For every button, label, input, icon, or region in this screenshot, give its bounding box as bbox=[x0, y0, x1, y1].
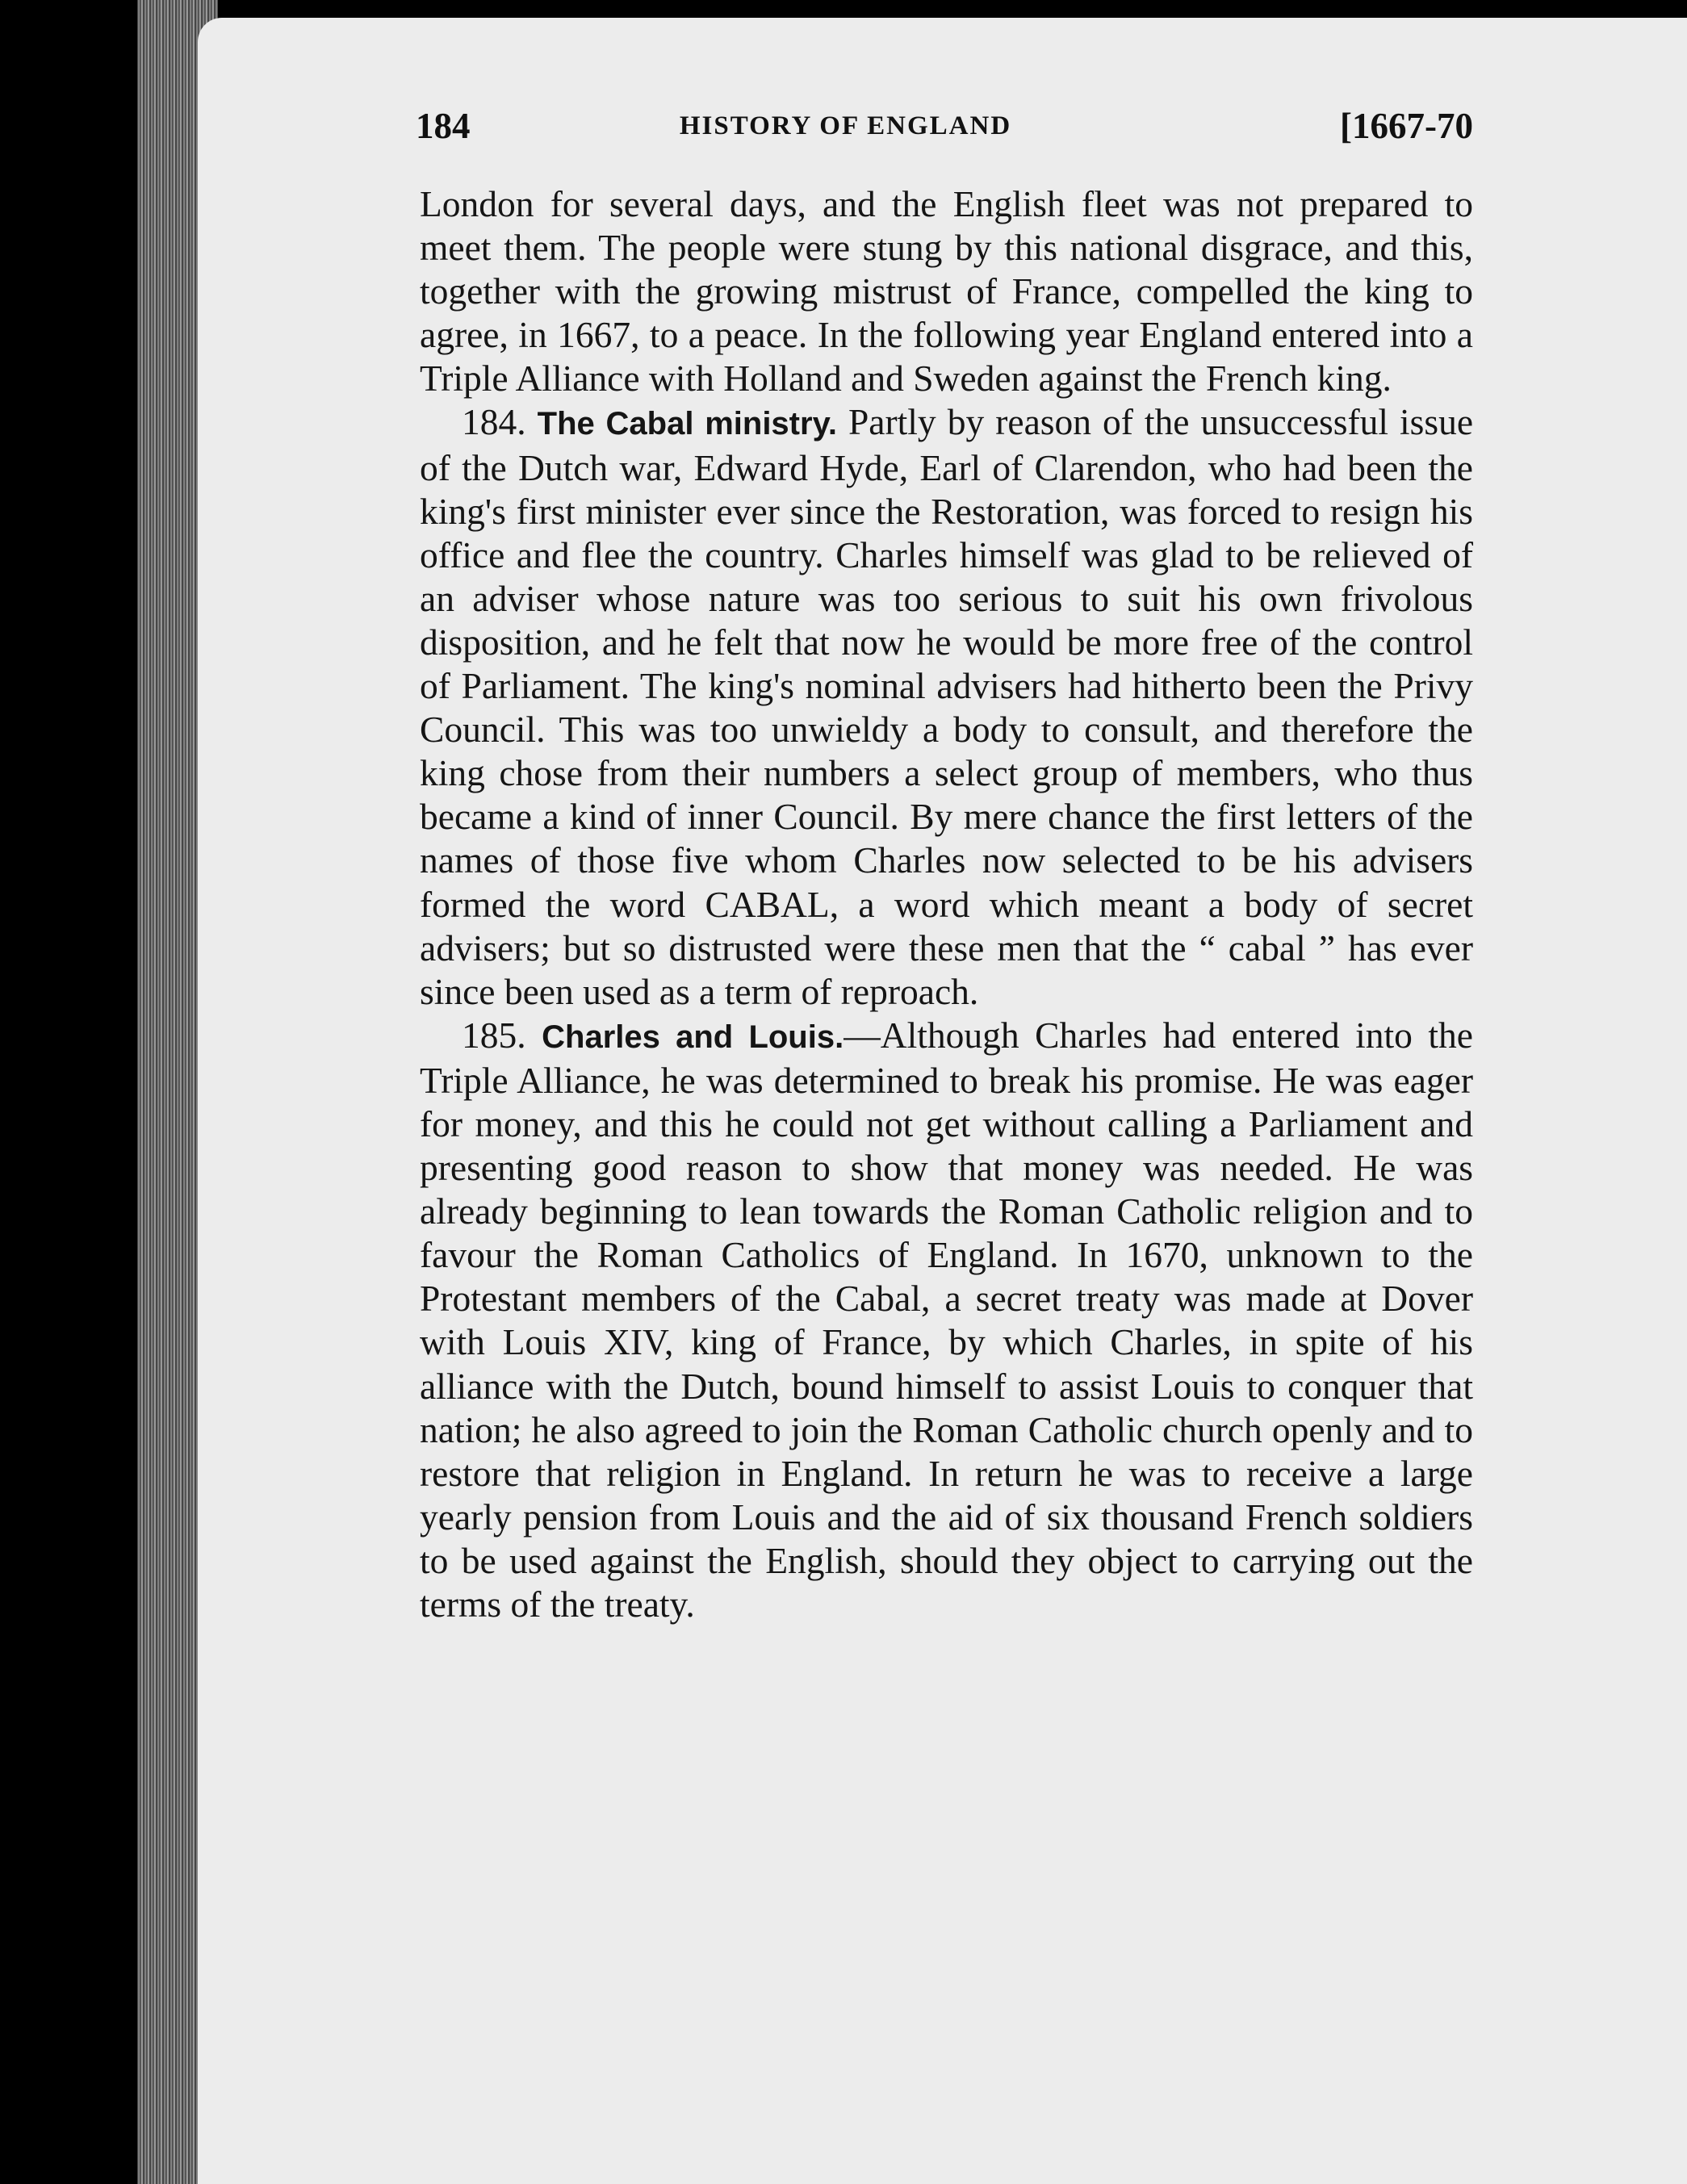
section-title: The Cabal ministry. bbox=[537, 406, 837, 442]
running-title: HISTORY OF ENGLAND bbox=[679, 111, 1012, 140]
section-184 bbox=[420, 400, 1473, 1013]
section-number: 184. bbox=[462, 401, 526, 443]
page-header bbox=[218, 105, 1473, 153]
section-185 bbox=[420, 1014, 1473, 1626]
paragraph-text: Partly by reason of the unsuccessful issue of the Dutch war, Edward Hyde, Earl of Clarendon, who had been the king's first minister ever since the Restoration, was forced to resign his office and flee the country. Charles himself was glad to be relieved of an adviser whose nature was too serious to suit his own frivolous disposition, and he felt that now he would be more free of the control of Parliament. The king's nominal advisers had hitherto been the Privy Council. This was too unwieldy a body to consult, and therefore the king chose from their numbers a select group of members, who thus became a kind of inner Council. By mere chance the first letters of the names of those five whom Charles now selected to be his advisers formed the word CABAL, a word which meant a body of secret advisers; but so distrusted were these men that the “ cabal ” has ever since been used as a term of reproach. bbox=[420, 401, 1474, 1012]
section-number: 185. bbox=[462, 1014, 526, 1056]
body-text bbox=[420, 182, 1473, 1626]
paragraph-text: London for several days, and the English fleet was not prepared to meet them. The people were stung by this national disgrace, and this, together with the growing mistrust of France, compelled the king to agree, in 1667, to a peace. In the following year England entered into a Triple Alliance with Holland and Sweden against the French king. bbox=[420, 183, 1473, 400]
paragraph-continuation bbox=[420, 182, 1473, 400]
date-range: [1667-70 bbox=[1340, 106, 1473, 146]
paragraph-text: —Although Charles had entered into the Triple Alliance, he was determined to break his promise. He was eager for money, and this he could not get without calling a Parliament and presenting good reason to show that money was needed. He was already beginning to lean towards the Roman Catholic religion and to favour the Roman Catholics of England. In 1670, unknown to the Protestant members of the Cabal, a secret treaty was made at Dover with Louis XIV, king of France, by which Charles, in spite of his alliance with the Dutch, bound himself to assist Louis to conquer that nation; he also agreed to join the Roman Catholic church openly and to restore that religion in England. In return he was to receive a large yearly pension from Louis and the aid of six thousand French soldiers to be used against the English, should they object to carrying out the terms of the treaty. bbox=[420, 1014, 1474, 1625]
page-number: 184 bbox=[416, 106, 471, 146]
section-title: Charles and Louis. bbox=[542, 1019, 844, 1055]
